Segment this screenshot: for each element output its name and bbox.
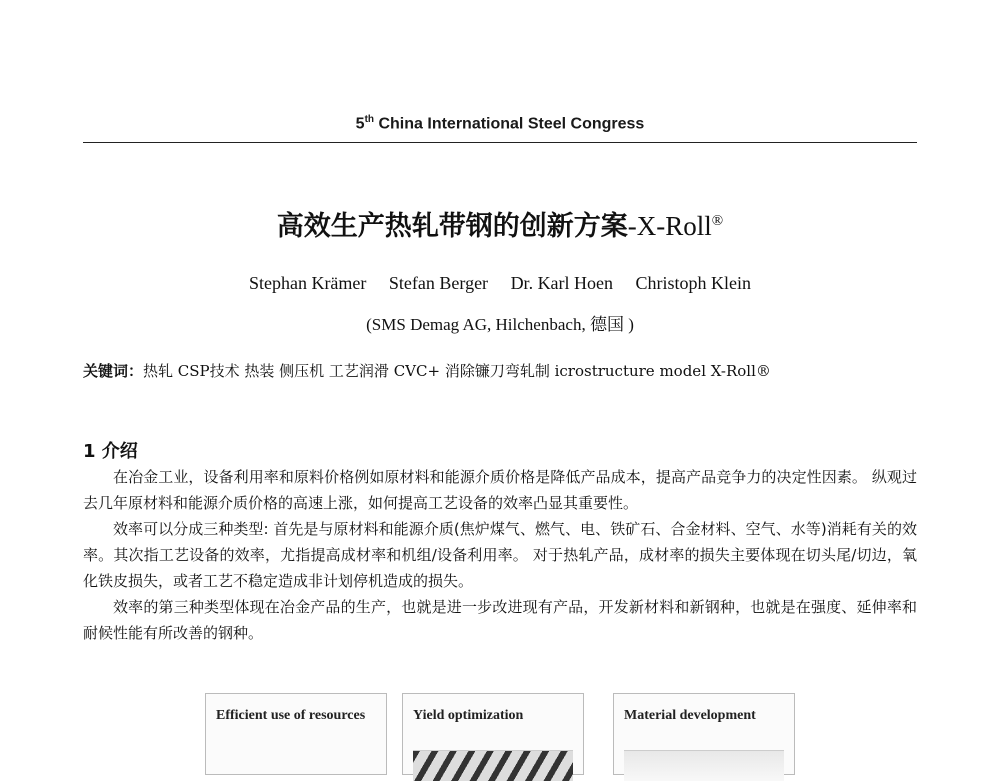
- figure-panel: [205, 693, 387, 775]
- figure-panel-label: Efficient use of resources: [216, 708, 366, 723]
- author-name: Stephan Krämer: [248, 273, 367, 293]
- author-name: Stefan Berger: [388, 273, 489, 293]
- paragraph: 效率的第三种类型体现在冶金产品的生产，也就是进一步改进现有产品，开发新材料和新钢种，也就是在强度、延伸率和耐候性能有所改善的钢种。: [83, 598, 917, 642]
- paper-title: [0, 204, 1000, 243]
- title-latin: -X-Roll: [627, 211, 712, 241]
- title-registered-mark: ®: [711, 213, 724, 229]
- section-heading: 1 介绍: [83, 441, 138, 462]
- paragraph: 在冶金工业，设备利用率和原料价格例如原材料和能源介质价格是降低产品成本，提高产品竞争力的决定性因素。 纵观过去几年原材料和能源介质价格的高速上涨，如何提高工艺设备的效率凸显其重要性。: [83, 468, 917, 512]
- header-rule: [83, 142, 917, 143]
- figure-panel-label: Yield optimization: [413, 708, 524, 723]
- conference-header: [83, 114, 917, 133]
- section-body: [83, 464, 917, 646]
- keywords-line: [83, 360, 917, 381]
- author-name: Christoph Klein: [635, 273, 752, 293]
- header-number: 5: [355, 115, 365, 133]
- figure-panel: [613, 693, 795, 775]
- keywords-text: 热轧 CSP技术 热装 侧压机 工艺润滑 CVC+ 消除镰刀弯轧制 icrostructure model X-Roll®: [143, 362, 771, 380]
- figure-panel-label: Material development: [624, 708, 756, 723]
- title-chinese: 高效生产热轧带钢的创新方案: [276, 211, 628, 242]
- author-list: [0, 273, 1000, 294]
- header-superscript: th: [364, 114, 375, 125]
- header-text: China International Steel Congress: [374, 115, 645, 133]
- figure-panel-image: [624, 750, 784, 781]
- paragraph: 效率可以分成三种类型: 首先是与原材料和能源介质(焦炉煤气、燃气、电、铁矿石、合金材料、空气、水等)消耗有关的效率。其次指工艺设备的效率，尤指提高成材率和机组/设备利用率。 对于热轧产品，成材率的损失主要体现在切头尾/切边，氧化铁皮损失，或者工艺不稳定造成非计划停机造成的损失。: [83, 520, 917, 590]
- affiliation: (SMS Demag AG, Hilchenbach, 德国 ): [366, 315, 634, 334]
- figure-panel: [402, 693, 584, 775]
- author-name: Dr. Karl Hoen: [510, 273, 614, 293]
- figure-panel-image: [413, 750, 573, 781]
- keywords-label: 关键词：: [83, 362, 144, 380]
